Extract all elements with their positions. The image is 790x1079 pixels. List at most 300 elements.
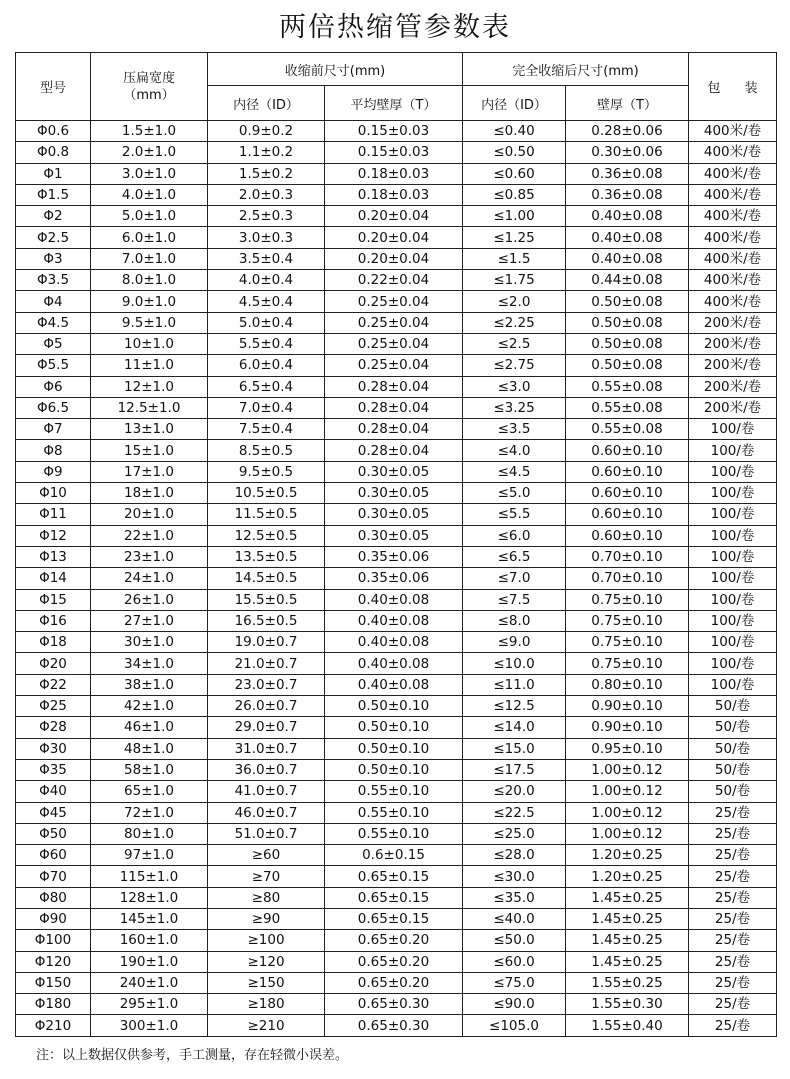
model-cell: Φ90 [16, 908, 91, 929]
before-wall-cell: 0.30±0.05 [325, 483, 463, 504]
package-cell: 400米/卷 [689, 270, 777, 291]
header-package-label: 包 装 [707, 81, 768, 96]
package-cell: 25/卷 [689, 823, 777, 844]
before-id-cell: 41.0±0.7 [208, 781, 325, 802]
after-wall-cell: 0.55±0.08 [566, 419, 689, 440]
flat-width-cell: 13±1.0 [91, 419, 208, 440]
table-row [16, 866, 777, 887]
table-row [16, 951, 777, 972]
header-after-id: 内径（ID） [463, 86, 566, 121]
package-cell: 400米/卷 [689, 291, 777, 312]
table-row [16, 738, 777, 759]
package-cell: 400米/卷 [689, 163, 777, 184]
package-cell: 200米/卷 [689, 333, 777, 354]
table-row [16, 972, 777, 993]
flat-width-cell: 190±1.0 [91, 951, 208, 972]
model-cell: Φ28 [16, 717, 91, 738]
before-wall-cell: 0.65±0.20 [325, 930, 463, 951]
flat-width-cell: 11±1.0 [91, 355, 208, 376]
before-wall-cell: 0.50±0.10 [325, 696, 463, 717]
table-row [16, 376, 777, 397]
package-cell: 200米/卷 [689, 312, 777, 333]
after-wall-cell: 0.50±0.08 [566, 312, 689, 333]
page-title: 两倍热缩管参数表 [279, 12, 511, 43]
package-cell: 25/卷 [689, 887, 777, 908]
after-id-cell: ≤4.0 [463, 440, 566, 461]
package-cell: 100/卷 [689, 525, 777, 546]
flat-width-cell: 72±1.0 [91, 802, 208, 823]
table-row [16, 206, 777, 227]
after-id-cell: ≤7.5 [463, 589, 566, 610]
header-package [689, 53, 777, 121]
before-id-cell: 16.5±0.5 [208, 610, 325, 631]
after-id-cell: ≤11.0 [463, 674, 566, 695]
package-cell: 200米/卷 [689, 397, 777, 418]
after-id-cell: ≤105.0 [463, 1015, 566, 1036]
after-wall-cell: 0.40±0.08 [566, 227, 689, 248]
model-cell: Φ10 [16, 483, 91, 504]
before-id-cell: ≥150 [208, 972, 325, 993]
after-id-cell: ≤30.0 [463, 866, 566, 887]
flat-width-cell: 23±1.0 [91, 546, 208, 567]
after-id-cell: ≤25.0 [463, 823, 566, 844]
before-wall-cell: 0.50±0.10 [325, 759, 463, 780]
flat-width-cell: 97±1.0 [91, 845, 208, 866]
flat-width-cell: 27±1.0 [91, 610, 208, 631]
table-header [16, 53, 777, 121]
after-id-cell: ≤40.0 [463, 908, 566, 929]
before-wall-cell: 0.55±0.10 [325, 802, 463, 823]
after-wall-cell: 1.45±0.25 [566, 951, 689, 972]
table-row [16, 589, 777, 610]
header-flat-width-unit: （mm） [123, 87, 175, 103]
before-id-cell: 7.0±0.4 [208, 397, 325, 418]
model-cell: Φ5 [16, 333, 91, 354]
before-wall-cell: 0.65±0.15 [325, 866, 463, 887]
model-cell: Φ8 [16, 440, 91, 461]
model-cell: Φ1 [16, 163, 91, 184]
before-wall-cell: 0.28±0.04 [325, 397, 463, 418]
model-cell: Φ22 [16, 674, 91, 695]
before-wall-cell: 0.25±0.04 [325, 333, 463, 354]
after-id-cell: ≤22.5 [463, 802, 566, 823]
model-cell: Φ0.8 [16, 142, 91, 163]
before-id-cell: 15.5±0.5 [208, 589, 325, 610]
model-cell: Φ2.5 [16, 227, 91, 248]
after-wall-cell: 0.75±0.10 [566, 653, 689, 674]
table-row [16, 674, 777, 695]
after-id-cell: ≤1.5 [463, 248, 566, 269]
model-cell: Φ50 [16, 823, 91, 844]
after-id-cell: ≤90.0 [463, 994, 566, 1015]
before-wall-cell: 0.35±0.06 [325, 568, 463, 589]
table-row [16, 930, 777, 951]
before-wall-cell: 0.18±0.03 [325, 163, 463, 184]
model-cell: Φ35 [16, 759, 91, 780]
after-wall-cell: 0.50±0.08 [566, 355, 689, 376]
table-row [16, 291, 777, 312]
table-row [16, 802, 777, 823]
before-wall-cell: 0.30±0.05 [325, 504, 463, 525]
after-id-cell: ≤1.75 [463, 270, 566, 291]
after-wall-cell: 0.70±0.10 [566, 568, 689, 589]
package-cell: 50/卷 [689, 696, 777, 717]
package-cell: 50/卷 [689, 759, 777, 780]
model-cell: Φ16 [16, 610, 91, 631]
before-id-cell: 36.0±0.7 [208, 759, 325, 780]
table-row [16, 823, 777, 844]
after-id-cell: ≤0.85 [463, 184, 566, 205]
model-cell: Φ4.5 [16, 312, 91, 333]
package-cell: 100/卷 [689, 440, 777, 461]
before-id-cell: 21.0±0.7 [208, 653, 325, 674]
before-id-cell: 5.0±0.4 [208, 312, 325, 333]
flat-width-cell: 160±1.0 [91, 930, 208, 951]
after-id-cell: ≤0.50 [463, 142, 566, 163]
after-id-cell: ≤2.5 [463, 333, 566, 354]
before-id-cell: 2.5±0.3 [208, 206, 325, 227]
package-cell: 25/卷 [689, 845, 777, 866]
after-id-cell: ≤17.5 [463, 759, 566, 780]
before-id-cell: 4.0±0.4 [208, 270, 325, 291]
after-wall-cell: 0.90±0.10 [566, 696, 689, 717]
after-wall-cell: 0.90±0.10 [566, 717, 689, 738]
package-cell: 25/卷 [689, 994, 777, 1015]
before-id-cell: ≥90 [208, 908, 325, 929]
after-id-cell: ≤8.0 [463, 610, 566, 631]
package-cell: 50/卷 [689, 781, 777, 802]
table-row [16, 887, 777, 908]
flat-width-cell: 6.0±1.0 [91, 227, 208, 248]
before-wall-cell: 0.55±0.10 [325, 823, 463, 844]
header-before-wall: 平均壁厚（T） [325, 86, 463, 121]
after-id-cell: ≤20.0 [463, 781, 566, 802]
table-row [16, 248, 777, 269]
before-id-cell: 9.5±0.5 [208, 461, 325, 482]
model-cell: Φ2 [16, 206, 91, 227]
table-row [16, 312, 777, 333]
before-id-cell: 6.5±0.4 [208, 376, 325, 397]
after-wall-cell: 0.60±0.10 [566, 461, 689, 482]
table-row [16, 610, 777, 631]
before-id-cell: 31.0±0.7 [208, 738, 325, 759]
after-wall-cell: 0.55±0.08 [566, 397, 689, 418]
flat-width-cell: 1.5±1.0 [91, 121, 208, 142]
before-wall-cell: 0.28±0.04 [325, 440, 463, 461]
before-wall-cell: 0.65±0.15 [325, 887, 463, 908]
before-wall-cell: 0.28±0.04 [325, 419, 463, 440]
table-row [16, 227, 777, 248]
package-cell: 100/卷 [689, 589, 777, 610]
model-cell: Φ3.5 [16, 270, 91, 291]
after-wall-cell: 1.45±0.25 [566, 887, 689, 908]
after-id-cell: ≤75.0 [463, 972, 566, 993]
table-row [16, 142, 777, 163]
before-id-cell: 26.0±0.7 [208, 696, 325, 717]
flat-width-cell: 4.0±1.0 [91, 184, 208, 205]
package-cell: 100/卷 [689, 653, 777, 674]
before-wall-cell: 0.65±0.20 [325, 951, 463, 972]
before-id-cell: 51.0±0.7 [208, 823, 325, 844]
flat-width-cell: 22±1.0 [91, 525, 208, 546]
before-id-cell: 11.5±0.5 [208, 504, 325, 525]
flat-width-cell: 9.0±1.0 [91, 291, 208, 312]
before-id-cell: 7.5±0.4 [208, 419, 325, 440]
after-id-cell: ≤6.5 [463, 546, 566, 567]
model-cell: Φ100 [16, 930, 91, 951]
before-id-cell: ≥180 [208, 994, 325, 1015]
after-id-cell: ≤5.0 [463, 483, 566, 504]
before-wall-cell: 0.20±0.04 [325, 227, 463, 248]
package-cell: 25/卷 [689, 972, 777, 993]
package-cell: 100/卷 [689, 674, 777, 695]
table-row [16, 632, 777, 653]
package-cell: 100/卷 [689, 546, 777, 567]
flat-width-cell: 26±1.0 [91, 589, 208, 610]
before-id-cell: 3.0±0.3 [208, 227, 325, 248]
table-row [16, 163, 777, 184]
package-cell: 50/卷 [689, 738, 777, 759]
before-wall-cell: 0.65±0.15 [325, 908, 463, 929]
after-wall-cell: 0.70±0.10 [566, 546, 689, 567]
before-id-cell: ≥100 [208, 930, 325, 951]
before-wall-cell: 0.65±0.20 [325, 972, 463, 993]
package-cell: 400米/卷 [689, 142, 777, 163]
before-id-cell: 4.5±0.4 [208, 291, 325, 312]
after-wall-cell: 1.45±0.25 [566, 908, 689, 929]
table-row [16, 845, 777, 866]
after-wall-cell: 0.60±0.10 [566, 525, 689, 546]
after-wall-cell: 0.60±0.10 [566, 504, 689, 525]
after-wall-cell: 1.45±0.25 [566, 930, 689, 951]
header-flat-width-label: 压扁宽度 [122, 70, 175, 86]
after-id-cell: ≤2.75 [463, 355, 566, 376]
model-cell: Φ180 [16, 994, 91, 1015]
package-cell: 200米/卷 [689, 355, 777, 376]
package-cell: 25/卷 [689, 951, 777, 972]
header-after-wall: 壁厚（T） [566, 86, 689, 121]
after-wall-cell: 0.50±0.08 [566, 333, 689, 354]
table-row [16, 461, 777, 482]
model-cell: Φ0.6 [16, 121, 91, 142]
package-cell: 50/卷 [689, 717, 777, 738]
before-id-cell: ≥60 [208, 845, 325, 866]
after-wall-cell: 0.75±0.10 [566, 610, 689, 631]
table-row [16, 525, 777, 546]
model-cell: Φ1.5 [16, 184, 91, 205]
table-body [16, 121, 777, 1037]
model-cell: Φ14 [16, 568, 91, 589]
before-id-cell: 29.0±0.7 [208, 717, 325, 738]
flat-width-cell: 46±1.0 [91, 717, 208, 738]
after-id-cell: ≤1.00 [463, 206, 566, 227]
model-cell: Φ11 [16, 504, 91, 525]
table-row [16, 908, 777, 929]
table-row [16, 121, 777, 142]
before-wall-cell: 0.6±0.15 [325, 845, 463, 866]
before-id-cell: 12.5±0.5 [208, 525, 325, 546]
package-cell: 400米/卷 [689, 184, 777, 205]
after-wall-cell: 0.60±0.10 [566, 440, 689, 461]
flat-width-cell: 17±1.0 [91, 461, 208, 482]
model-cell: Φ40 [16, 781, 91, 802]
package-cell: 100/卷 [689, 483, 777, 504]
flat-width-cell: 2.0±1.0 [91, 142, 208, 163]
before-id-cell: 8.5±0.5 [208, 440, 325, 461]
table-row [16, 504, 777, 525]
before-wall-cell: 0.20±0.04 [325, 206, 463, 227]
before-wall-cell: 0.20±0.04 [325, 248, 463, 269]
flat-width-cell: 295±1.0 [91, 994, 208, 1015]
after-id-cell: ≤3.25 [463, 397, 566, 418]
after-wall-cell: 1.00±0.12 [566, 802, 689, 823]
before-id-cell: ≥80 [208, 887, 325, 908]
flat-width-cell: 38±1.0 [91, 674, 208, 695]
table-row [16, 184, 777, 205]
package-cell: 100/卷 [689, 504, 777, 525]
after-wall-cell: 1.55±0.40 [566, 1015, 689, 1036]
after-id-cell: ≤50.0 [463, 930, 566, 951]
before-wall-cell: 0.35±0.06 [325, 546, 463, 567]
flat-width-cell: 20±1.0 [91, 504, 208, 525]
after-wall-cell: 1.00±0.12 [566, 823, 689, 844]
after-id-cell: ≤60.0 [463, 951, 566, 972]
before-wall-cell: 0.55±0.10 [325, 781, 463, 802]
before-wall-cell: 0.50±0.10 [325, 738, 463, 759]
model-cell: Φ30 [16, 738, 91, 759]
package-cell: 25/卷 [689, 802, 777, 823]
header-after-shrink: 完全收缩后尺寸(mm) [463, 53, 689, 86]
model-cell: Φ60 [16, 845, 91, 866]
header-before-shrink: 收缩前尺寸(mm) [208, 53, 463, 86]
after-wall-cell: 1.00±0.12 [566, 759, 689, 780]
before-id-cell: 2.0±0.3 [208, 184, 325, 205]
before-wall-cell: 0.30±0.05 [325, 525, 463, 546]
after-wall-cell: 0.36±0.08 [566, 184, 689, 205]
before-wall-cell: 0.40±0.08 [325, 674, 463, 695]
flat-width-cell: 80±1.0 [91, 823, 208, 844]
model-cell: Φ25 [16, 696, 91, 717]
after-id-cell: ≤4.5 [463, 461, 566, 482]
before-wall-cell: 0.40±0.08 [325, 653, 463, 674]
flat-width-cell: 18±1.0 [91, 483, 208, 504]
after-id-cell: ≤3.0 [463, 376, 566, 397]
after-wall-cell: 1.00±0.12 [566, 781, 689, 802]
model-cell: Φ9 [16, 461, 91, 482]
package-cell: 100/卷 [689, 461, 777, 482]
flat-width-cell: 48±1.0 [91, 738, 208, 759]
after-wall-cell: 0.40±0.08 [566, 206, 689, 227]
before-id-cell: 10.5±0.5 [208, 483, 325, 504]
before-id-cell: 19.0±0.7 [208, 632, 325, 653]
after-wall-cell: 0.95±0.10 [566, 738, 689, 759]
after-id-cell: ≤15.0 [463, 738, 566, 759]
table-row [16, 397, 777, 418]
before-id-cell: ≥210 [208, 1015, 325, 1036]
before-wall-cell: 0.28±0.04 [325, 376, 463, 397]
model-cell: Φ13 [16, 546, 91, 567]
model-cell: Φ5.5 [16, 355, 91, 376]
after-id-cell: ≤0.60 [463, 163, 566, 184]
model-cell: Φ6.5 [16, 397, 91, 418]
after-wall-cell: 0.30±0.06 [566, 142, 689, 163]
spec-table [15, 52, 777, 1037]
model-cell: Φ150 [16, 972, 91, 993]
model-cell: Φ15 [16, 589, 91, 610]
before-wall-cell: 0.40±0.08 [325, 589, 463, 610]
after-wall-cell: 0.36±0.08 [566, 163, 689, 184]
after-wall-cell: 1.55±0.30 [566, 994, 689, 1015]
flat-width-cell: 115±1.0 [91, 866, 208, 887]
before-id-cell: 1.1±0.2 [208, 142, 325, 163]
table-row [16, 759, 777, 780]
package-cell: 100/卷 [689, 568, 777, 589]
before-id-cell: ≥70 [208, 866, 325, 887]
table-row [16, 568, 777, 589]
table-row [16, 994, 777, 1015]
model-cell: Φ3 [16, 248, 91, 269]
before-wall-cell: 0.25±0.04 [325, 312, 463, 333]
package-cell: 25/卷 [689, 908, 777, 929]
after-id-cell: ≤14.0 [463, 717, 566, 738]
flat-width-cell: 5.0±1.0 [91, 206, 208, 227]
table-row [16, 333, 777, 354]
flat-width-cell: 240±1.0 [91, 972, 208, 993]
after-wall-cell: 0.60±0.10 [566, 483, 689, 504]
flat-width-cell: 65±1.0 [91, 781, 208, 802]
package-cell: 25/卷 [689, 1015, 777, 1036]
model-cell: Φ20 [16, 653, 91, 674]
table-row [16, 440, 777, 461]
table-row [16, 696, 777, 717]
flat-width-cell: 24±1.0 [91, 568, 208, 589]
before-id-cell: 6.0±0.4 [208, 355, 325, 376]
table-row [16, 483, 777, 504]
after-id-cell: ≤3.5 [463, 419, 566, 440]
package-cell: 100/卷 [689, 419, 777, 440]
after-id-cell: ≤6.0 [463, 525, 566, 546]
model-cell: Φ70 [16, 866, 91, 887]
table-row [16, 1015, 777, 1036]
table-row [16, 546, 777, 567]
before-wall-cell: 0.40±0.08 [325, 610, 463, 631]
after-wall-cell: 0.50±0.08 [566, 291, 689, 312]
model-cell: Φ7 [16, 419, 91, 440]
model-cell: Φ120 [16, 951, 91, 972]
before-wall-cell: 0.18±0.03 [325, 184, 463, 205]
after-wall-cell: 0.40±0.08 [566, 248, 689, 269]
before-wall-cell: 0.65±0.30 [325, 1015, 463, 1036]
package-cell: 25/卷 [689, 930, 777, 951]
flat-width-cell: 9.5±1.0 [91, 312, 208, 333]
table-row [16, 653, 777, 674]
flat-width-cell: 7.0±1.0 [91, 248, 208, 269]
flat-width-cell: 34±1.0 [91, 653, 208, 674]
before-wall-cell: 0.15±0.03 [325, 121, 463, 142]
package-cell: 400米/卷 [689, 206, 777, 227]
flat-width-cell: 300±1.0 [91, 1015, 208, 1036]
model-cell: Φ4 [16, 291, 91, 312]
flat-width-cell: 42±1.0 [91, 696, 208, 717]
flat-width-cell: 10±1.0 [91, 333, 208, 354]
before-wall-cell: 0.25±0.04 [325, 355, 463, 376]
after-wall-cell: 0.44±0.08 [566, 270, 689, 291]
before-wall-cell: 0.50±0.10 [325, 717, 463, 738]
after-id-cell: ≤1.25 [463, 227, 566, 248]
flat-width-cell: 30±1.0 [91, 632, 208, 653]
header-flat-width [91, 53, 208, 121]
after-id-cell: ≤9.0 [463, 632, 566, 653]
